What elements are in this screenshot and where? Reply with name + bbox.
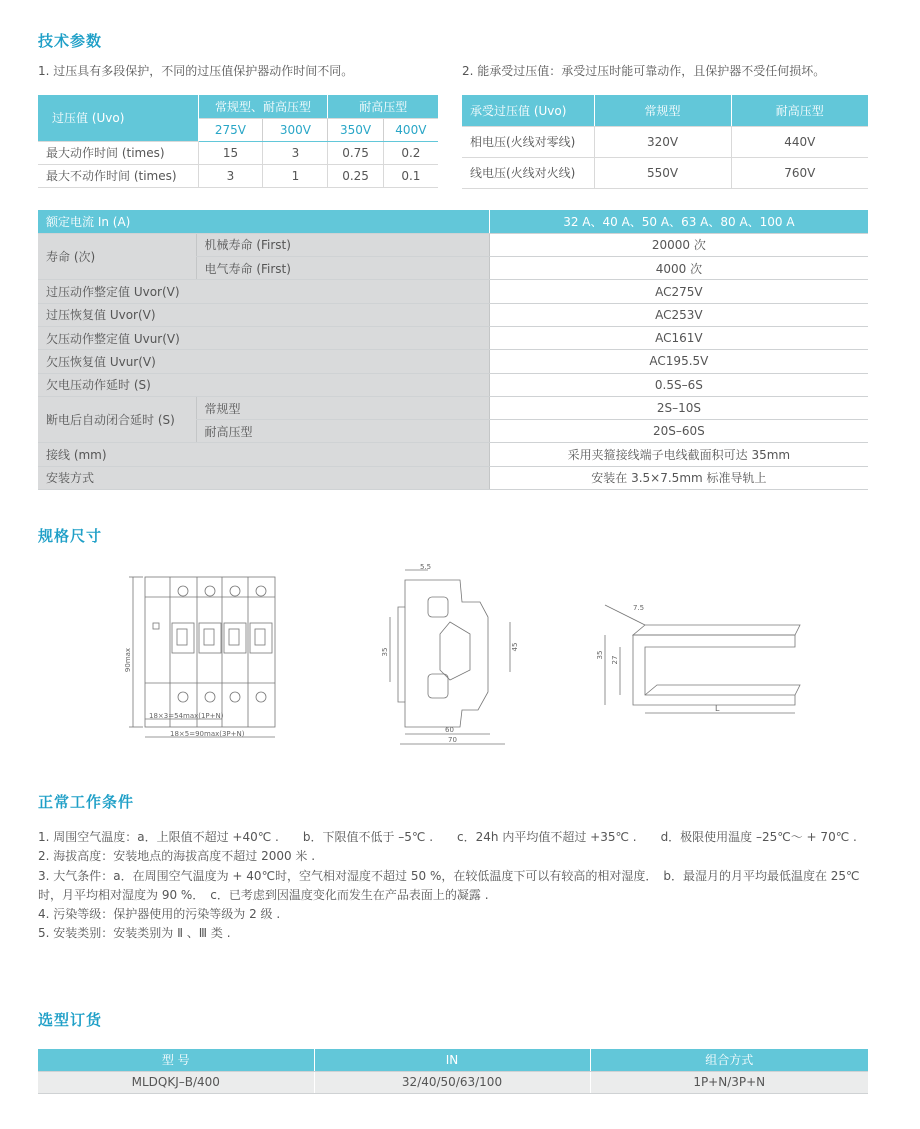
side-right-label: 45 <box>511 642 519 652</box>
table2-cell: 760V <box>731 157 868 188</box>
front-width1-label: 18×3=54max(1P+N) <box>149 712 224 720</box>
table1-cell: 1 <box>263 164 328 187</box>
condition-item: 3. 大气条件：a．在周围空气温度为 + 40℃时，空气相对湿度不超过 50 %，在较低温度下可以有较高的相对湿度． b．最湿月的月平均最低温度在 25℃时，月平均相对湿度为 90 %． c．已考虑到因温度变化而发生在产品表面上的凝露 . <box>38 868 860 902</box>
overvoltage-time-table <box>38 95 438 188</box>
table-row <box>38 326 868 349</box>
spec-mech-value: 20000 次 <box>489 233 868 256</box>
table1-group2: 耐高压型 <box>328 95 438 118</box>
table1-cell: 0.2 <box>383 141 438 164</box>
side-top-label: 5.5 <box>420 563 432 571</box>
side-left-label: 35 <box>381 647 389 657</box>
spec-install-label: 安装方式 <box>38 466 489 489</box>
note-1: 1. 过压具有多段保护，不同的过压值保护器动作时间不同。 <box>38 64 354 78</box>
conditions-list <box>38 828 873 944</box>
spec-label: 欠电压动作延时 (S) <box>38 373 489 396</box>
spec-reclose-hv-label: 耐高压型 <box>196 420 489 443</box>
spec-reclose-hv-value: 20S–60S <box>489 420 868 443</box>
table1-cell: 0.25 <box>328 164 383 187</box>
table1-cell: 3 <box>198 164 263 187</box>
table2-cell: 550V <box>594 157 731 188</box>
table1-voltage: 300V <box>263 118 328 141</box>
spec-value: AC161V <box>489 326 868 349</box>
order-header: 型 号 <box>38 1049 314 1071</box>
table-row <box>38 164 438 187</box>
order-header: 组合方式 <box>590 1049 868 1071</box>
spec-header-label: 额定电流 In (A) <box>38 210 489 233</box>
front-height-label: 90max <box>124 647 132 673</box>
table1-cell: 3 <box>263 141 328 164</box>
table2-row-label: 相电压(火线对零线) <box>462 126 594 157</box>
table-row <box>38 141 438 164</box>
condition-item: 2. 海拔高度：安装地点的海拔高度不超过 2000 米 . <box>38 849 316 864</box>
spec-value: 0.5S–6S <box>489 373 868 396</box>
table2-header: 常规型 <box>594 95 731 126</box>
front-view-drawing <box>115 565 285 750</box>
table1-voltage: 400V <box>383 118 438 141</box>
table-row <box>38 466 868 489</box>
table2-header: 承受过压值 (Uvo) <box>462 95 594 126</box>
spec-value: AC275V <box>489 280 868 303</box>
table1-cell: 15 <box>198 141 263 164</box>
table-row <box>38 233 868 256</box>
spec-label: 过压恢复值 Uvor(V) <box>38 303 489 326</box>
table1-row-header: 过压值 (Uvo) <box>38 95 198 141</box>
spec-reclose-std-label: 常规型 <box>196 396 489 419</box>
table1-voltage: 350V <box>328 118 383 141</box>
condition-item: 1. 周围空气温度：a．上限值不超过 +40℃ . b．下限值不低于 –5℃ . c．24h 内平均值不超过 +35℃ . d．极限使用温度 –25℃～ + 70℃ . <box>38 830 857 844</box>
spec-wiring-value: 采用夹箍接线端子电线截面积可达 35mm <box>489 443 868 466</box>
spec-label: 过压动作整定值 Uvor(V) <box>38 280 489 303</box>
spec-value: AC195.5V <box>489 350 868 373</box>
table-row <box>38 443 868 466</box>
order-combination: 1P+N/3P+N <box>590 1071 868 1093</box>
table2-cell: 320V <box>594 126 731 157</box>
table1-row-label: 最大不动作时间 (times) <box>38 164 198 187</box>
spec-mech-label: 机械寿命 (First) <box>196 233 489 256</box>
order-model: MLDQKJ–B/400 <box>38 1071 314 1093</box>
spec-table <box>38 210 868 490</box>
din-rail-drawing <box>585 595 815 735</box>
table2-cell: 440V <box>731 126 868 157</box>
table2-header: 耐高压型 <box>731 95 868 126</box>
spec-reclose-label: 断电后自动闭合延时 (S) <box>38 396 196 443</box>
rail-top-label: 7.5 <box>633 604 645 612</box>
spec-elec-value: 4000 次 <box>489 257 868 280</box>
rail-length-label: L <box>715 704 720 713</box>
table-row <box>38 1071 868 1093</box>
spec-life-label: 寿命 (次) <box>38 233 196 280</box>
table1-cell: 0.75 <box>328 141 383 164</box>
spec-label: 欠压动作整定值 Uvur(V) <box>38 326 489 349</box>
spec-label: 欠压恢复值 Uvur(V) <box>38 350 489 373</box>
section-title-dimensions: 规格尺寸 <box>38 527 103 545</box>
section-title-tech-params: 技术参数 <box>38 32 103 50</box>
side-bottom2-label: 70 <box>448 736 457 744</box>
table-row <box>38 396 868 419</box>
table-row <box>38 303 868 326</box>
condition-item: 4. 污染等级：保护器使用的污染等级为 2 级 . <box>38 907 281 922</box>
spec-elec-label: 电气寿命 (First) <box>196 257 489 280</box>
side-view-drawing <box>370 562 530 752</box>
table-row <box>462 157 868 188</box>
section-title-ordering: 选型订货 <box>38 1011 103 1029</box>
table2-row-label: 线电压(火线对火线) <box>462 157 594 188</box>
side-bottom1-label: 60 <box>445 726 454 734</box>
table-row <box>38 280 868 303</box>
order-table <box>38 1049 868 1094</box>
table1-cell: 0.1 <box>383 164 438 187</box>
rail-left1-label: 35 <box>596 650 604 660</box>
front-width2-label: 18×5=90max(3P+N) <box>170 730 245 738</box>
table-row <box>462 126 868 157</box>
spec-reclose-std-value: 2S–10S <box>489 396 868 419</box>
spec-install-value: 安装在 3.5×7.5mm 标准导轨上 <box>489 466 868 489</box>
table1-group1: 常规型、耐高压型 <box>198 95 328 118</box>
table1-voltage: 275V <box>198 118 263 141</box>
withstand-voltage-table <box>462 95 868 189</box>
order-in: 32/40/50/63/100 <box>314 1071 590 1093</box>
spec-value: AC253V <box>489 303 868 326</box>
spec-header-value: 32 A、40 A、50 A、63 A、80 A、100 A <box>489 210 868 233</box>
rail-left2-label: 27 <box>611 655 619 665</box>
table-row <box>38 373 868 396</box>
spec-wiring-label: 接线 (mm) <box>38 443 489 466</box>
order-header: IN <box>314 1049 590 1071</box>
table-row <box>38 350 868 373</box>
section-title-conditions: 正常工作条件 <box>38 793 135 811</box>
note-2: 2. 能承受过压值：承受过压时能可靠动作，且保护器不受任何损坏。 <box>462 64 826 78</box>
table1-row-label: 最大动作时间 (times) <box>38 141 198 164</box>
condition-item: 5. 安装类别：安装类别为 Ⅱ 、Ⅲ 类 . <box>38 926 231 941</box>
